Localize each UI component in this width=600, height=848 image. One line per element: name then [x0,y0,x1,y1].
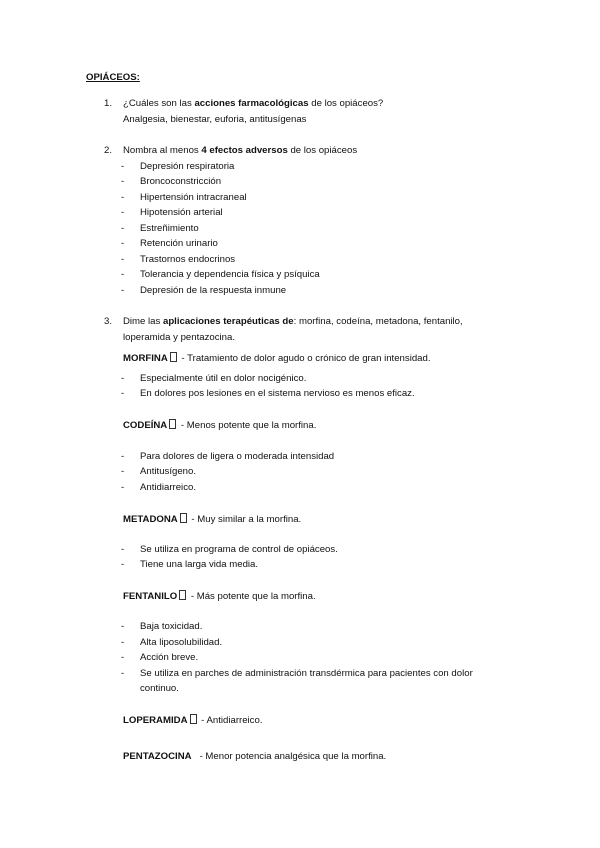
bullet-dash: - [121,482,125,493]
list-item: Antidiarreico. [140,482,196,493]
bullet-dash: - [121,176,125,187]
list-item: Antitusígeno. [140,466,197,477]
document-title: OPIÁCEOS: [86,72,140,83]
question-text: Nombra al menos 4 efectos adversos de los opiáceos [123,145,358,156]
bullet-dash: - [121,207,125,218]
drug-morfina-heading: MORFINA - Tratamiento de dolor agudo o crónico de gran intensidad. [123,353,431,364]
list-item: En dolores pos lesiones en el sistema nervioso es menos eficaz. [140,388,415,399]
list-item: Baja toxicidad. [140,621,203,632]
missing-glyph-icon [170,352,177,362]
missing-glyph-icon [190,714,197,724]
answer-text: Analgesia, bienestar, euforia, antitusígenas [123,114,307,125]
bullet-dash: - [121,223,125,234]
list-item: Se utiliza en parches de administración transdérmica para pacientes con dolor [140,668,473,679]
bullet-dash: - [121,668,125,679]
missing-glyph-icon [169,419,176,429]
list-item: Trastornos endocrinos [140,254,236,265]
question-number: 2. [104,145,113,156]
drug-name: FENTANILO [123,591,178,602]
list-item: Retención urinario [140,238,218,249]
bullet-dash: - [121,254,125,265]
drug-name: METADONA [123,514,178,525]
list-item: Estreñimiento [140,223,199,234]
list-item: Alta liposolubilidad. [140,637,223,648]
drug-metadona-heading: METADONA - Muy similar a la morfina. [123,514,302,525]
list-item-continued: continuo. [140,683,179,694]
list-item: Se utiliza en programa de control de opiáceos. [140,544,338,555]
bullet-dash: - [121,466,125,477]
question-number: 1. [104,98,113,109]
bullet-dash: - [121,269,125,280]
list-item: Tiene una larga vida media. [140,559,259,570]
list-item: Depresión respiratoria [140,161,235,172]
bullet-dash: - [121,637,125,648]
list-item: Acción breve. [140,652,199,663]
drug-loperamida-heading: LOPERAMIDA - Antidiarreico. [123,715,263,726]
bullet-dash: - [121,388,125,399]
list-item: Hipotensión arterial [140,207,223,218]
question-text-continued: loperamida y pentazocina. [123,332,235,343]
drug-name: LOPERAMIDA [123,715,188,726]
drug-name: CODEÍNA [123,420,168,431]
bullet-dash: - [121,451,125,462]
list-item: Para dolores de ligera o moderada intensidad [140,451,335,462]
question-text: Dime las aplicaciones terapéuticas de: morfina, codeína, metadona, fentanilo, [123,316,463,327]
bullet-dash: - [121,238,125,249]
bullet-dash: - [121,544,125,555]
bullet-dash: - [121,285,125,296]
bullet-dash: - [121,559,125,570]
list-item: Especialmente útil en dolor nocigénico. [140,373,307,384]
bullet-dash: - [121,192,125,203]
drug-name: PENTAZOCINA [123,751,192,762]
drug-name: MORFINA [123,353,168,364]
list-item: Broncoconstricción [140,176,222,187]
list-item: Hipertensión intracraneal [140,192,247,203]
list-item: Tolerancia y dependencia física y psíquica [140,269,320,280]
bullet-dash: - [121,652,125,663]
bullet-dash: - [121,373,125,384]
missing-glyph-icon [180,513,187,523]
list-item: Depresión de la respuesta inmune [140,285,287,296]
question-number: 3. [104,316,113,327]
drug-pentazocina-heading: PENTAZOCINA - Menor potencia analgésica que la morfina. [123,751,387,762]
bullet-dash: - [121,161,125,172]
bullet-dash: - [121,621,125,632]
drug-fentanilo-heading: FENTANILO - Más potente que la morfina. [123,591,316,602]
missing-glyph-icon [179,590,186,600]
question-text: ¿Cuáles son las acciones farmacológicas de los opiáceos? [123,98,384,109]
drug-codeina-heading: CODEÍNA - Menos potente que la morfina. [123,420,317,431]
